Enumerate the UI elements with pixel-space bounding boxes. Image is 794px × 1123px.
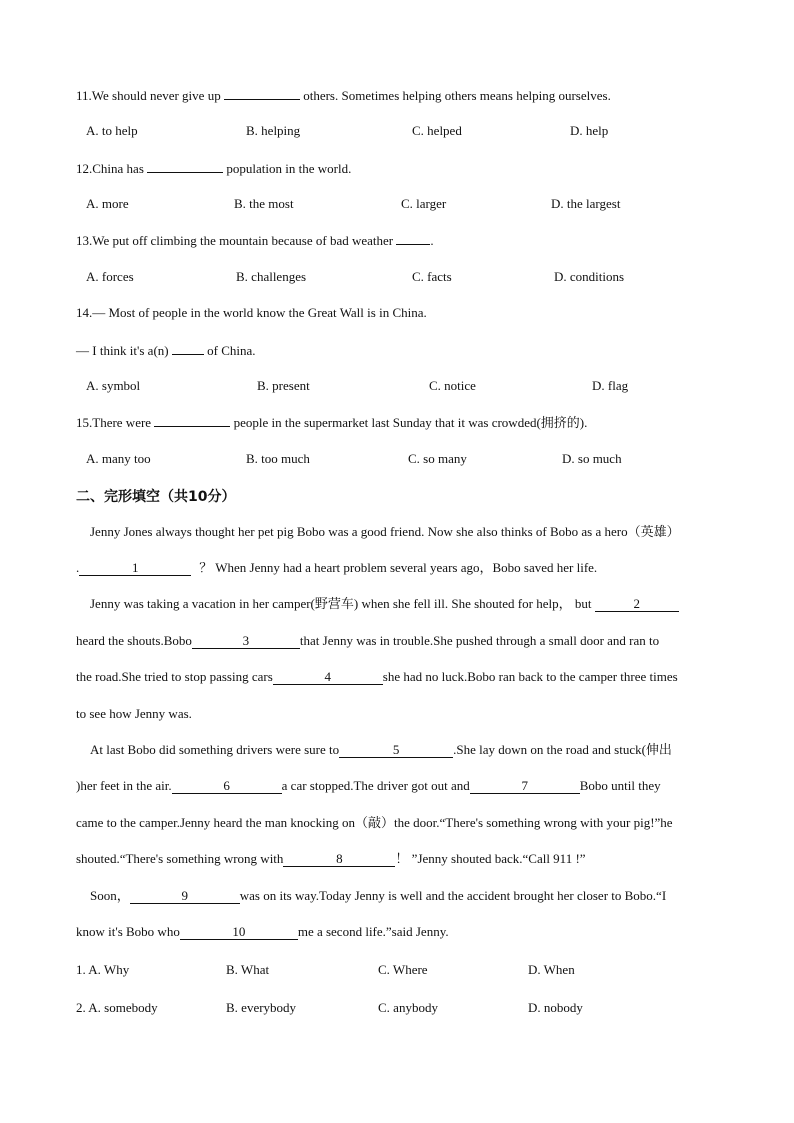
passage-text: that Jenny was in trouble.She pushed through a small door and ran to <box>299 633 660 648</box>
passage-line <box>76 850 720 868</box>
question-text: others. Sometimes helping others means helping ourselves. <box>299 88 611 103</box>
option-d[interactable]: D. the largest <box>551 196 621 211</box>
option-d[interactable]: D. so much <box>562 451 622 466</box>
question-text: 13.We put off climbing the mountain because of bad weather <box>76 233 397 248</box>
passage-line <box>76 632 720 650</box>
cloze-blank-1[interactable]: 1 <box>79 560 191 576</box>
cloze-blank-2[interactable]: 2 <box>595 596 679 612</box>
option-b[interactable]: B. What <box>226 962 270 977</box>
question-text: of China. <box>203 343 256 358</box>
section-heading: 二、完形填空（共10分） <box>76 489 236 505</box>
passage-text: ？ When Jenny had a heart problem several years ago，Bobo saved her life. <box>199 560 598 575</box>
question-14: 14.— Most of people in the world know the Great Wall is in China. <box>76 305 427 320</box>
question-11 <box>76 86 611 105</box>
options-15 <box>0 450 794 468</box>
options-12 <box>0 195 794 213</box>
passage-line <box>76 559 720 577</box>
option-c[interactable]: C. Where <box>378 962 428 977</box>
question-text: 12.China has <box>76 161 148 176</box>
question-text: 15.There were <box>76 415 155 430</box>
option-c[interactable]: C. anybody <box>378 1000 438 1015</box>
passage-text: Soon， <box>90 888 130 903</box>
cloze-blank-5[interactable]: 5 <box>339 742 453 758</box>
option-b[interactable]: B. helping <box>246 123 301 138</box>
passage-line: came to the camper.Jenny heard the man knocking on（敲）the door.“There's something wrong with your pig!”he <box>76 815 673 830</box>
option-b[interactable]: B. everybody <box>226 1000 297 1015</box>
option-b[interactable]: B. present <box>257 378 310 393</box>
question-15 <box>76 413 587 432</box>
passage-text: she had no luck.Bobo ran back to the camper three times <box>382 669 678 684</box>
question-text: — I think it's a(n) <box>76 343 172 358</box>
option-c[interactable]: C. larger <box>401 196 447 211</box>
question-13 <box>76 231 434 250</box>
passage-line: Jenny Jones always thought her pet pig Bobo was a good friend. Now she also thinks of Bobo as a hero（英雄） <box>90 524 680 539</box>
option-a[interactable]: A. more <box>86 196 129 211</box>
question-text: population in the world. <box>223 161 352 176</box>
cloze-blank-7[interactable]: 7 <box>470 778 580 794</box>
passage-text: the road.She tried to stop passing cars <box>76 669 273 684</box>
answer-blank[interactable] <box>396 231 430 245</box>
passage-line: to see how Jenny was. <box>76 706 192 721</box>
passage-text: was on its way.Today Jenny is well and the accident brought her closer to Bobo.“I <box>239 888 667 903</box>
passage-text: me a second life.”said Jenny. <box>297 924 449 939</box>
option-a[interactable]: 1. A. Why <box>76 962 130 977</box>
passage-text: At last Bobo did something drivers were sure to <box>90 742 340 757</box>
option-c[interactable]: C. facts <box>412 269 452 284</box>
passage-text: ！ ”Jenny shouted back.“Call 911 !” <box>395 851 586 866</box>
passage-text: Bobo until they <box>579 778 661 793</box>
answer-blank[interactable] <box>172 341 204 355</box>
passage-text: heard the shouts.Bobo <box>76 633 192 648</box>
passage-text: . <box>76 560 80 575</box>
option-d[interactable]: D. help <box>570 123 609 138</box>
question-text: . <box>430 233 434 248</box>
passage-text: know it's Bobo who <box>76 924 180 939</box>
passage-line <box>76 777 720 795</box>
option-d[interactable]: D. nobody <box>528 1000 583 1015</box>
answer-blank[interactable] <box>154 413 230 427</box>
cloze-blank-10[interactable]: 10 <box>180 924 298 940</box>
passage-text: Jenny was taking a vacation in her camper(野营车) when she fell ill. She shouted for help， but <box>90 596 595 611</box>
options-13 <box>0 268 794 286</box>
option-d[interactable]: D. flag <box>592 378 629 393</box>
option-a[interactable]: A. forces <box>86 269 134 284</box>
option-a[interactable]: A. many too <box>86 451 151 466</box>
cloze-blank-3[interactable]: 3 <box>192 633 300 649</box>
answer-blank[interactable] <box>147 159 223 173</box>
cloze-blank-8[interactable]: 8 <box>283 851 395 867</box>
passage-text: )her feet in the air. <box>76 778 172 793</box>
passage-line <box>76 595 734 613</box>
question-12 <box>76 159 351 178</box>
question-14-reply <box>76 341 256 360</box>
option-d[interactable]: D. conditions <box>554 269 625 284</box>
passage-line <box>76 887 734 905</box>
option-b[interactable]: B. the most <box>234 196 294 211</box>
passage-text: a car stopped.The driver got out and <box>281 778 470 793</box>
option-b[interactable]: B. too much <box>246 451 310 466</box>
option-c[interactable]: C. notice <box>429 378 476 393</box>
option-a[interactable]: A. to help <box>86 123 138 138</box>
options-11 <box>0 122 794 140</box>
option-b[interactable]: B. challenges <box>236 269 307 284</box>
cloze-question-1 <box>0 961 794 979</box>
passage-text: .She lay down on the road and stuck(伸出 <box>453 742 672 757</box>
option-d[interactable]: D. When <box>528 962 575 977</box>
options-14 <box>0 377 794 395</box>
option-a[interactable]: A. symbol <box>86 378 141 393</box>
question-text: 11.We should never give up <box>76 88 224 103</box>
cloze-blank-9[interactable]: 9 <box>130 888 240 904</box>
passage-line <box>76 741 734 759</box>
option-c[interactable]: C. so many <box>408 451 467 466</box>
option-a[interactable]: 2. A. somebody <box>76 1000 158 1015</box>
passage-line <box>76 668 720 686</box>
cloze-question-2 <box>0 999 794 1017</box>
passage-line <box>76 923 720 941</box>
question-text: people in the supermarket last Sunday that it was crowded(拥挤的). <box>230 415 588 430</box>
passage-text: shouted.“There's something wrong with <box>76 851 284 866</box>
cloze-blank-4[interactable]: 4 <box>273 669 383 685</box>
cloze-blank-6[interactable]: 6 <box>172 778 282 794</box>
option-c[interactable]: C. helped <box>412 123 462 138</box>
answer-blank[interactable] <box>224 86 300 100</box>
